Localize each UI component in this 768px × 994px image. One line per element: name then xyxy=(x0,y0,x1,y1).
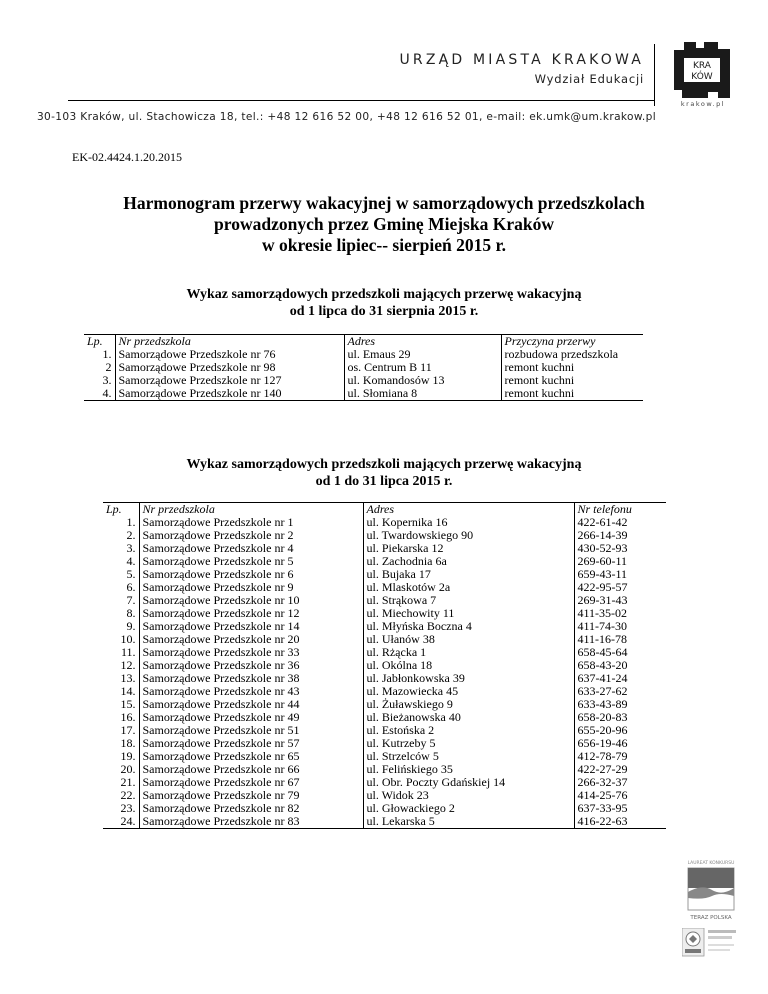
cell-kindergarten: Samorządowe Przedszkole nr 79 xyxy=(139,789,363,802)
cell-address: ul. Widok 23 xyxy=(363,789,574,802)
cell-lp: 3. xyxy=(84,374,115,387)
cell-address: ul. Felińskiego 35 xyxy=(363,763,574,776)
cell-kindergarten: Samorządowe Przedszkole nr 5 xyxy=(139,555,363,568)
cell-address: ul. Twardowskiego 90 xyxy=(363,529,574,542)
cell-kindergarten: Samorządowe Przedszkole nr 66 xyxy=(139,763,363,776)
logo-text-bottom: KÓW xyxy=(691,72,713,82)
cell-address: ul. Słomiana 8 xyxy=(344,387,501,401)
cell-address: ul. Żuławskiego 9 xyxy=(363,698,574,711)
cell-lp: 4. xyxy=(103,555,139,568)
cell-address: ul. Strąkowa 7 xyxy=(363,594,574,607)
column-header-address: Adres xyxy=(344,335,501,349)
column-header-kindergarten: Nr przedszkola xyxy=(139,503,363,517)
cell-address: ul. Obr. Poczty Gdańskiej 14 xyxy=(363,776,574,789)
document-title-line-2: prowadzonych przez Gminę Miejska Kraków xyxy=(214,214,554,234)
cell-extra: 430-52-93 xyxy=(574,542,666,555)
cell-lp: 14. xyxy=(103,685,139,698)
cell-lp: 4. xyxy=(84,387,115,401)
teraz-polska-emblem-icon xyxy=(682,858,740,924)
cell-kindergarten: Samorządowe Przedszkole nr 44 xyxy=(139,698,363,711)
cell-kindergarten: Samorządowe Przedszkole nr 33 xyxy=(139,646,363,659)
cell-lp: 2. xyxy=(103,529,139,542)
cell-extra: 411-16-78 xyxy=(574,633,666,646)
cell-lp: 1. xyxy=(103,516,139,529)
cell-address: ul. Komandosów 13 xyxy=(344,374,501,387)
cell-address: ul. Jabłonkowska 39 xyxy=(363,672,574,685)
cell-address: os. Centrum B 11 xyxy=(344,361,501,374)
cell-extra: 416-22-63 xyxy=(574,815,666,829)
cell-lp: 21. xyxy=(103,776,139,789)
cell-extra: 658-45-64 xyxy=(574,646,666,659)
cell-extra: remont kuchni xyxy=(501,387,643,401)
cell-extra: 411-35-02 xyxy=(574,607,666,620)
cell-address: ul. Okólna 18 xyxy=(363,659,574,672)
cell-extra: remont kuchni xyxy=(501,374,643,387)
cell-kindergarten: Samorządowe Przedszkole nr 49 xyxy=(139,711,363,724)
cell-extra: 633-43-89 xyxy=(574,698,666,711)
cell-extra: 637-41-24 xyxy=(574,672,666,685)
cell-extra: 422-95-57 xyxy=(574,581,666,594)
cell-extra: 269-31-43 xyxy=(574,594,666,607)
column-header-phone: Nr telefonu xyxy=(574,503,666,517)
cell-lp: 11. xyxy=(103,646,139,659)
document-title-line-3: w okresie lipiec-- sierpień 2015 r. xyxy=(261,235,506,255)
organization-name: URZĄD MIASTA KRAKOWA xyxy=(399,52,644,68)
cell-address: ul. Strzelców 5 xyxy=(363,750,574,763)
cell-lp: 9. xyxy=(103,620,139,633)
cell-lp: 5. xyxy=(103,568,139,581)
cell-extra: 269-60-11 xyxy=(574,555,666,568)
department-name: Wydział Edukacji xyxy=(534,72,644,86)
cell-address: ul. Mlaskotów 2a xyxy=(363,581,574,594)
cell-lp: 7. xyxy=(103,594,139,607)
logo-url: krakow.pl xyxy=(680,100,726,108)
section1-heading-line-1: Wykaz samorządowych przedszkoli mających przerwę wakacyjną xyxy=(186,287,582,302)
cell-kindergarten: Samorządowe Przedszkole nr 36 xyxy=(139,659,363,672)
column-header-address: Adres xyxy=(363,503,574,517)
cell-lp: 12. xyxy=(103,659,139,672)
address-line: 30-103 Kraków, ul. Stachowicza 18, tel.: +48 12 616 52 00, +48 12 616 52 01, e-mail: ek.umk@um.krakow.pl xyxy=(36,111,656,123)
cell-address: ul. Młyńska Boczna 4 xyxy=(363,620,574,633)
cell-lp: 17. xyxy=(103,724,139,737)
cell-kindergarten: Samorządowe Przedszkole nr 140 xyxy=(115,387,344,401)
column-header-lp: Lp. xyxy=(103,503,139,517)
cell-kindergarten: Samorządowe Przedszkole nr 98 xyxy=(115,361,344,374)
cell-lp: 19. xyxy=(103,750,139,763)
cell-kindergarten: Samorządowe Przedszkole nr 12 xyxy=(139,607,363,620)
cell-address: ul. Piekarska 12 xyxy=(363,542,574,555)
cell-kindergarten: Samorządowe Przedszkole nr 83 xyxy=(139,815,363,829)
cell-lp: 20. xyxy=(103,763,139,776)
cell-extra: 658-20-83 xyxy=(574,711,666,724)
cell-address: ul. Kopernika 16 xyxy=(363,516,574,529)
cell-kindergarten: Samorządowe Przedszkole nr 127 xyxy=(115,374,344,387)
cell-address: ul. Kutrzeby 5 xyxy=(363,737,574,750)
section2-heading-line-2: od 1 do 31 lipca 2015 r. xyxy=(315,474,453,489)
document-title-line-1: Harmonogram przerwy wakacyjnej w samorządowych przedszkolach xyxy=(123,193,645,213)
cell-kindergarten: Samorządowe Przedszkole nr 9 xyxy=(139,581,363,594)
header-horizontal-divider xyxy=(68,100,654,101)
cell-lp: 15. xyxy=(103,698,139,711)
cell-kindergarten: Samorządowe Przedszkole nr 57 xyxy=(139,737,363,750)
cell-lp: 10. xyxy=(103,633,139,646)
cell-address: ul. Ułanów 38 xyxy=(363,633,574,646)
cell-extra: 422-27-29 xyxy=(574,763,666,776)
badge1-label-bottom: TERAZ POLSKA xyxy=(690,915,732,921)
cell-extra: 637-33-95 xyxy=(574,802,666,815)
cell-kindergarten: Samorządowe Przedszkole nr 1 xyxy=(139,516,363,529)
cell-lp: 2 xyxy=(84,361,115,374)
cell-kindergarten: Samorządowe Przedszkole nr 10 xyxy=(139,594,363,607)
section2-heading-line-1: Wykaz samorządowych przedszkoli mających przerwę wakacyjną xyxy=(186,457,582,472)
document-reference: EK-02.4424.1.20.2015 xyxy=(72,150,182,164)
cell-kindergarten: Samorządowe Przedszkole nr 67 xyxy=(139,776,363,789)
cell-lp: 16. xyxy=(103,711,139,724)
cell-kindergarten: Samorządowe Przedszkole nr 14 xyxy=(139,620,363,633)
cell-kindergarten: Samorządowe Przedszkole nr 51 xyxy=(139,724,363,737)
cell-kindergarten: Samorządowe Przedszkole nr 82 xyxy=(139,802,363,815)
cell-kindergarten: Samorządowe Przedszkole nr 43 xyxy=(139,685,363,698)
table-header-row xyxy=(103,503,666,517)
cell-kindergarten: Samorządowe Przedszkole nr 4 xyxy=(139,542,363,555)
cell-kindergarten: Samorządowe Przedszkole nr 65 xyxy=(139,750,363,763)
cell-extra: 656-19-46 xyxy=(574,737,666,750)
cell-address: ul. Emaus 29 xyxy=(344,348,501,361)
cell-lp: 23. xyxy=(103,802,139,815)
cell-address: ul. Rżącka 1 xyxy=(363,646,574,659)
cell-address: ul. Bieżanowska 40 xyxy=(363,711,574,724)
cell-address: ul. Bujaka 17 xyxy=(363,568,574,581)
cell-lp: 13. xyxy=(103,672,139,685)
cell-lp: 24. xyxy=(103,815,139,829)
column-header-lp: Lp. xyxy=(84,335,115,349)
cell-address: ul. Mazowiecka 45 xyxy=(363,685,574,698)
cell-kindergarten: Samorządowe Przedszkole nr 2 xyxy=(139,529,363,542)
column-header-kindergarten: Nr przedszkola xyxy=(115,335,344,349)
cell-extra: 414-25-76 xyxy=(574,789,666,802)
cell-address: ul. Zachodnia 6a xyxy=(363,555,574,568)
cell-extra: 633-27-62 xyxy=(574,685,666,698)
cell-extra: 412-78-79 xyxy=(574,750,666,763)
cell-address: ul. Miechowity 11 xyxy=(363,607,574,620)
table-section1 xyxy=(84,334,643,401)
cell-lp: 6. xyxy=(103,581,139,594)
cell-extra: 422-61-42 xyxy=(574,516,666,529)
cell-lp: 8. xyxy=(103,607,139,620)
cell-extra: 266-32-37 xyxy=(574,776,666,789)
cell-extra: remont kuchni xyxy=(501,361,643,374)
badge1-label-top: LAUREAT KONKURSU xyxy=(687,861,735,866)
table-section2 xyxy=(103,502,666,829)
section1-heading-line-2: od 1 lipca do 31 sierpnia 2015 r. xyxy=(289,304,479,319)
cell-kindergarten: Samorządowe Przedszkole nr 76 xyxy=(115,348,344,361)
table-row xyxy=(103,815,666,829)
cell-kindergarten: Samorządowe Przedszkole nr 6 xyxy=(139,568,363,581)
table-header-row xyxy=(84,335,643,349)
cell-address: ul. Lekarska 5 xyxy=(363,815,574,829)
cell-lp: 22. xyxy=(103,789,139,802)
cell-extra: 659-43-11 xyxy=(574,568,666,581)
cell-extra: rozbudowa przedszkola xyxy=(501,348,643,361)
cell-lp: 1. xyxy=(84,348,115,361)
krakow-logo-icon xyxy=(672,40,732,100)
cell-extra: 655-20-96 xyxy=(574,724,666,737)
table-row xyxy=(84,387,643,401)
cell-kindergarten: Samorządowe Przedszkole nr 20 xyxy=(139,633,363,646)
column-header-reason: Przyczyna przerwy xyxy=(501,335,643,349)
cell-address: ul. Głowackiego 2 xyxy=(363,802,574,815)
cell-lp: 3. xyxy=(103,542,139,555)
cell-extra: 658-43-20 xyxy=(574,659,666,672)
cell-lp: 18. xyxy=(103,737,139,750)
logo-text-top: KRA xyxy=(693,61,711,71)
cell-address: ul. Estońska 2 xyxy=(363,724,574,737)
header-vertical-divider xyxy=(654,44,655,106)
tuv-certification-icon xyxy=(682,928,740,958)
cell-extra: 411-74-30 xyxy=(574,620,666,633)
cell-kindergarten: Samorządowe Przedszkole nr 38 xyxy=(139,672,363,685)
cell-extra: 266-14-39 xyxy=(574,529,666,542)
